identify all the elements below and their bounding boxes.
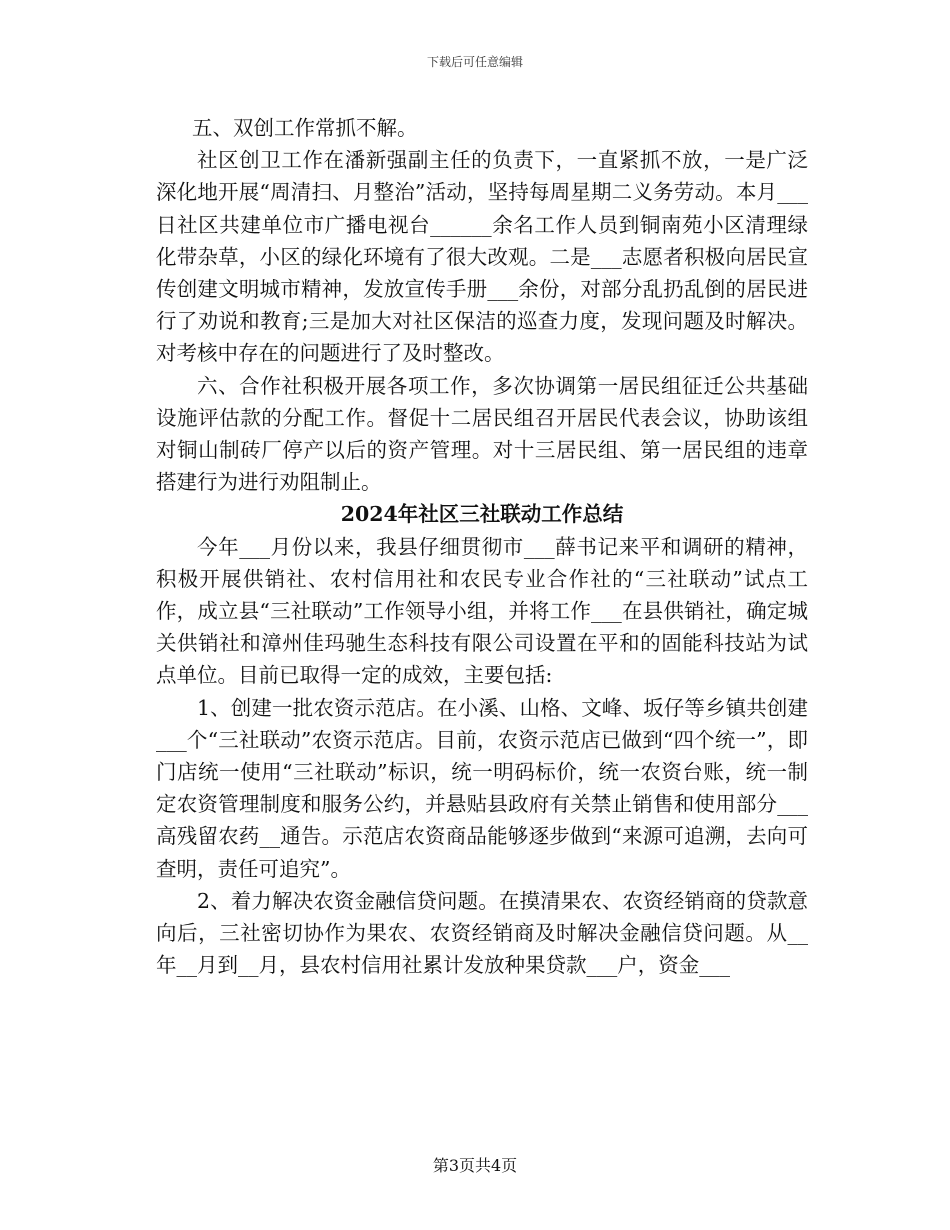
paragraph-intro: 今年___月份以来，我县仔细贯彻市___薛书记来平和调研的精神，积极开展供销社、农村信用社和农民专业合作社的“三社联动”试点工作，成立县“三社联动”工作领导小组，并将工作___在县供销社，确定城关供销社和漳州佳玛驰生态科技有限公司设置在平和的固能科技站为试点单位。目前已取得一定的成效，主要包括: bbox=[156, 534, 808, 688]
paragraph-cooperative-work: 六、合作社积极开展各项工作，多次协调第一居民组征迁公共基础设施评估款的分配工作。督促十二居民组召开居民代表会议，协助该组对铜山制砖厂停产以后的资产管理。对十三居民组、第一居民组的违章搭建行为进行劝阻制止。 bbox=[156, 373, 808, 495]
page-header-note: 下载后可任意编辑 bbox=[426, 55, 523, 69]
document-body bbox=[156, 112, 808, 981]
document-title: 2024年社区三社联动工作总结 bbox=[340, 502, 624, 527]
section-heading: 五、双创工作常抓不解。 bbox=[192, 116, 418, 140]
page-number: 第3页共4页 bbox=[432, 1156, 518, 1175]
paragraph-community-sanitation: 社区创卫工作在潘新强副主任的负责下，一直紧抓不放，一是广泛深化地开展“周清扫、月整治”活动，坚持每周星期二义务劳动。本月___日社区共建单位市广播电视台______余名工作人员到铜南苑小区清理绿化带杂草，小区的绿化环境有了很大改观。二是___志愿者积极向居民宣传创建文明城市精神，发放宣传手册___余份，对部分乱扔乱倒的居民进行了劝说和教育;三是加大对社区保洁的巡查力度，发现问题及时解决。对考核中存在的问题进行了及时整改。 bbox=[156, 148, 808, 366]
paragraph-credit-issues: 2、着力解决农资金融信贷问题。在摸清果农、农资经销商的贷款意向后，三社密切协作为果农、农资经销商及时解决金融信贷问题。从__年__月到__月，县农村信用社累计发放种果贷款___户，资金___ bbox=[156, 888, 808, 978]
paragraph-demo-stores: 1、创建一批农资示范店。在小溪、山格、文峰、坂仔等乡镇共创建___个“三社联动”农资示范店。目前，农资示范店已做到“四个统一”，即门店统一使用“三社联动”标识，统一明码标价，统一农资台账，统一制定农资管理制度和服务公约，并悬贴县政府有关禁止销售和使用部分___高残留农药__通告。示范店农资商品能够逐步做到“来源可追溯，去向可查明，责任可追究”。 bbox=[156, 695, 808, 881]
